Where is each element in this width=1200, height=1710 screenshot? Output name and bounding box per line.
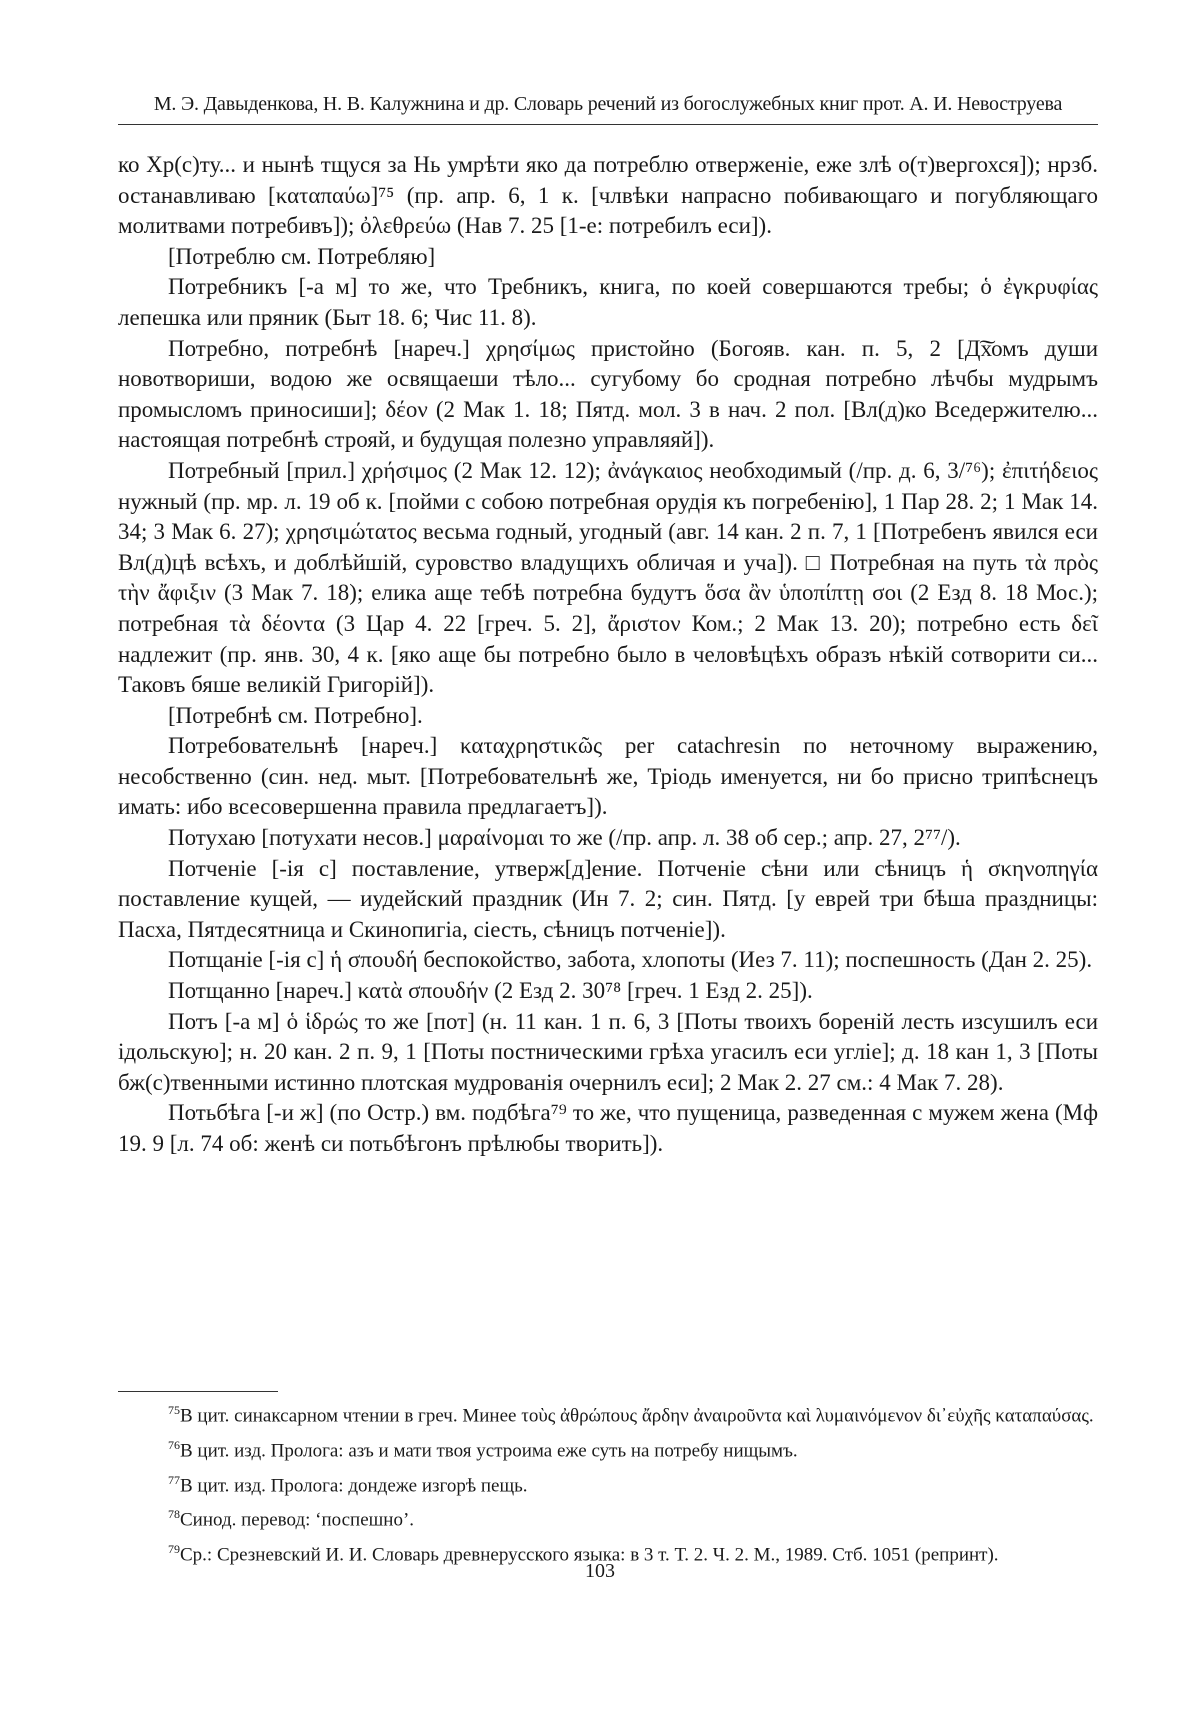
footnotes [118,1396,1098,1570]
footnote-text: В цит. изд. Пролога: дондеже изгорѣ пещь. [180,1475,528,1496]
entry-potrebny: Потребный [прил.] χρήσιμος (2 Мак 12. 12); ἀνάγκαιος необходимый (/пр. д. 6, 3/⁷⁶); ἐπιτήδειος нужный (пр. мр. л. 19 об к. [пойми с собою потребная орудія къ погребенію], 1 Пар 28. 2; 1 Мак 14. 34; 3 Мак 6. 27); χρησιμώτατος весьма годный, угодный (авг. 14 кан. 2 п. 7, 1 [Потребенъ явился еси Вл(д)цѣ всѣхъ, и доблѣйшій, суровство владущихъ обличая и уча]). □ Потребная на путь τὰ πρὸς τὴν ἄφιξιν (3 Мак 7. 18); елика аще тебѣ потребна будутъ ὅσα ἂν ὑποπίπτῃ σοι (2 Езд 8. 18 Мос.); потребная τὰ δέοντα (3 Цар 4. 22 [греч. 5. 2], ἄριστον Ком.; 2 Мак 13. 20); потребно есть δεῖ надлежит (пр. янв. 30, 4 к. [яко аще бы потребно было в человѣцѣхъ образъ нѣкій сотворити си... Таковъ бяше великій Григорій]). [118,456,1098,701]
footnote-text: Ср.: Срезневский И. И. Словарь древнерусского языка: в 3 т. Т. 2. Ч. 2. М., 1989. Стб. 1051 (репринт). [180,1545,999,1566]
entry-potshchanie: Потщаніе [-ія с] ἡ σπουδή беспокойство, забота, хлопоты (Иез 7. 11); поспешность (Дан 2. 25). [118,945,1098,976]
footnote-number: 76 [168,1438,180,1452]
footnote-text: Синод. перевод: ‘поспешно’. [180,1510,414,1531]
page-number: 103 [0,1558,1200,1584]
footnote-number: 75 [168,1403,180,1417]
footnote-number: 79 [168,1542,180,1556]
entry-potreblyu: [Потреблю см. Потребляю] [118,242,1098,273]
entry-potchenie: Потченіе [-ія с] поставление, утверж[д]ение. Потченіе сѣни или сѣницъ ἡ σκηνοπηγία поставление кущей, — иудейский праздник (Ин 7. 2; син. Пятд. [у еврей три бѣша праздницы: Пасха, Пятдесятница и Скинопигіа, сіесть, сѣницъ потченіе]). [118,854,1098,946]
footnote [118,1431,1098,1466]
footnote-number: 77 [168,1473,180,1487]
footnote-number: 78 [168,1507,180,1521]
entry-potukhayu: Потухаю [потухати несов.] μαραίνομαι то же (/пр. апр. л. 38 об сер.; апр. 27, 2⁷⁷/). [118,823,1098,854]
entry-potshchanno: Потщанно [нареч.] κατὰ σπουδήν (2 Езд 2. 30⁷⁸ [греч. 1 Езд 2. 25]). [118,976,1098,1007]
body-text [118,150,1098,1160]
footnote [118,1500,1098,1535]
entry-potrebno: Потребно, потребнѣ [нареч.] χρησίμως пристойно (Богояв. кан. п. 5, 2 [Д͠хомъ души новотвориши, водою же освящаеши тѣло... сугубому бо сродная потребно лѣчбы мудрымъ промысломъ приносиши]; δέον (2 Мак 1. 18; Пятд. мол. 3 в нач. 2 пол. [Вл(д)ко Вседержителю... настоящая потребнѣ строяй, и будущая полезно управляяй]). [118,334,1098,456]
entry-potbega: Потьбѣга [-и ж] (по Остр.) вм. подбѣга⁷⁹ то же, что пущеница, разведенная с мужем жена (Мф 19. 9 [л. 74 об: женѣ си потьбѣгонъ прѣлюбы творить]). [118,1098,1098,1159]
document-page [0,0,1200,1710]
header-rule [118,124,1098,125]
entry-pot: Потъ [-а м] ὁ ἱδρώς то же [пот] (н. 11 кан. 1 п. 6, 3 [Поты твоихъ бореній лесть изсушилъ еси ідольскую]; н. 20 кан. 2 п. 9, 1 [Поты постническими грѣха угасилъ еси угліе]; д. 18 кан 1, 3 [Поты бж(с)твенными истинно плотская мудрованія очернилъ еси]; 2 Мак 2. 27 см.: 4 Мак 7. 28). [118,1007,1098,1099]
footnote [118,1396,1098,1431]
entry-potrebovatelne: Потребовательнѣ [нареч.] καταχρηστικῶς per catachresin по неточному выражению, несобственно (син. нед. мыт. [Потребовательнѣ же, Тріодь именуется, ни бо присно трипѣснецъ имать: ибо всесовершенна правила предлагаетъ]). [118,731,1098,823]
footnote-text: В цит. изд. Пролога: азъ и мати твоя устроима еже суть на потребу нищымъ. [180,1440,798,1461]
footnote-rule [118,1391,278,1392]
entry-potrebne: [Потребнѣ см. Потребно]. [118,701,1098,732]
footnote [118,1466,1098,1501]
entry-potrebnik: Потребникъ [-а м] то же, что Требникъ, книга, по коей совершаются требы; ὁ ἐγκρυφίας лепешка или пряник (Быт 18. 6; Чис 11. 8). [118,272,1098,333]
running-head: М. Э. Давыденкова, Н. В. Калужнина и др. Словарь речений из богослужебных книг прот. А. И. Невоструева [118,90,1098,118]
paragraph-continuation: ко Хр(с)ту... и нынѣ тщуся за Нь умрѣти яко да потреблю отверженіе, еже злѣ о(т)вергохся]); нрзб. останавливаю [καταπαύω]⁷⁵ (пр. апр. 6, 1 к. [члвѣки напрасно побивающаго и погубляющаго молитвами потребивъ]); ὀλεθρεύω (Нав 7. 25 [1-е: потребилъ еси]). [118,150,1098,242]
footnote-text: В цит. синаксарном чтении в греч. Минее τοὺς ἀθρώπους ἄρδην ἀναιροῦντα καὶ λυμαινόμενον δι᾽εὐχῆς καταπαύσας. [180,1405,1094,1426]
